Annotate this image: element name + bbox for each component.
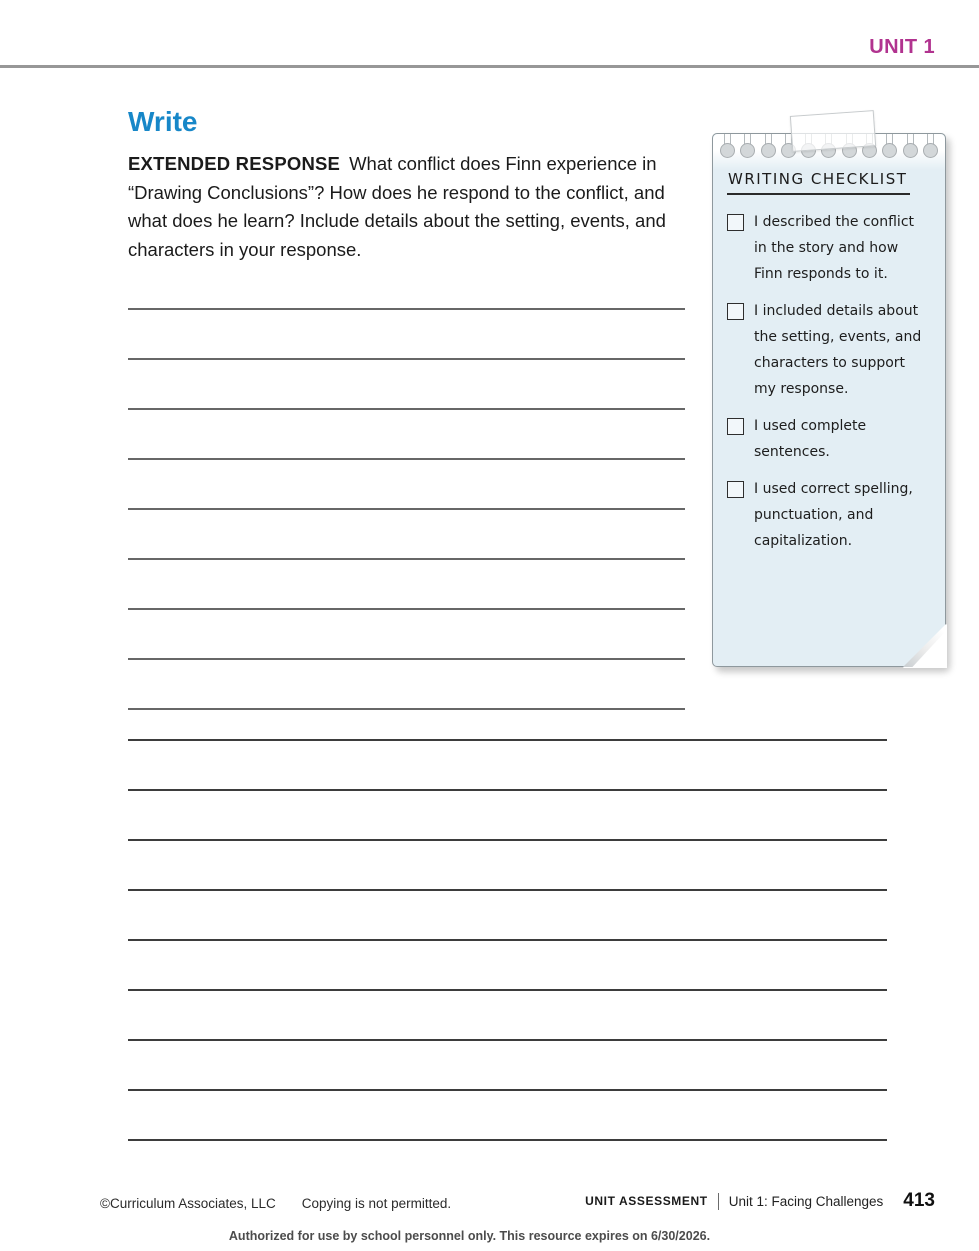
- punch-hole-icon: [720, 135, 735, 161]
- response-line[interactable]: [128, 891, 887, 941]
- checkbox-icon[interactable]: [727, 481, 744, 498]
- response-line[interactable]: [128, 841, 887, 891]
- response-line[interactable]: [128, 410, 685, 460]
- checklist-item-text: I used correct spelling, punctuation, and capitalization.: [754, 481, 913, 549]
- permission-text: Copying is not permitted.: [301, 1196, 452, 1211]
- footer-divider: [718, 1193, 719, 1210]
- response-line[interactable]: [128, 610, 685, 660]
- footer-right: [585, 1190, 935, 1212]
- response-line[interactable]: [128, 1091, 887, 1141]
- prompt-text: [128, 150, 703, 264]
- copyright-text: ©Curriculum Associates, LLC: [100, 1196, 276, 1211]
- response-line[interactable]: [128, 1041, 887, 1091]
- response-line[interactable]: [128, 791, 887, 841]
- punch-hole-icon: [903, 135, 918, 161]
- response-line[interactable]: [128, 560, 685, 610]
- response-line[interactable]: [128, 691, 887, 741]
- checkbox-icon[interactable]: [727, 418, 744, 435]
- page-title: Write: [128, 106, 198, 137]
- punch-hole-icon: [923, 135, 938, 161]
- checklist-item-text: I used complete sentences.: [754, 418, 867, 460]
- assessment-label: UNIT ASSESSMENT: [585, 1194, 708, 1208]
- tape-icon: [790, 110, 876, 152]
- checklist-item-text: I included details about the setting, events, and characters to support my response.: [754, 303, 922, 397]
- response-line[interactable]: [128, 991, 887, 1041]
- checkbox-icon[interactable]: [727, 214, 744, 231]
- punch-hole-icon: [761, 135, 776, 161]
- punch-hole-icon: [882, 135, 897, 161]
- checkbox-icon[interactable]: [727, 303, 744, 320]
- prompt-label: EXTENDED RESPONSE: [128, 153, 341, 174]
- checklist-item: [727, 476, 933, 554]
- authorization-notice: Authorized for use by school personnel only. This resource expires on 6/30/2026.: [228, 1229, 711, 1243]
- checklist-item-text: I described the conflict in the story and how Finn responds to it.: [754, 214, 915, 282]
- response-line[interactable]: [128, 741, 887, 791]
- short-lines: [128, 260, 685, 710]
- response-line[interactable]: [128, 310, 685, 360]
- checklist-title: WRITING CHECKLIST: [727, 170, 910, 195]
- response-line[interactable]: [128, 510, 685, 560]
- response-line[interactable]: [128, 460, 685, 510]
- response-line[interactable]: [128, 941, 887, 991]
- checklist-item: [727, 298, 933, 402]
- full-lines: [128, 691, 887, 1141]
- checklist-body: [713, 167, 945, 666]
- response-line[interactable]: [128, 260, 685, 310]
- response-line[interactable]: [128, 360, 685, 410]
- footer-left: [100, 1196, 451, 1211]
- punch-hole-icon: [740, 135, 755, 161]
- page-number: 413: [903, 1190, 935, 1211]
- checklist-item: [727, 413, 933, 465]
- prompt-body: What conflict does Finn experience in “Drawing Conclusions”? How does he respond to the conflict, and what does he learn? Include details about the setting, events, and characters in your response.: [128, 153, 666, 260]
- unit-label: UNIT 1: [869, 36, 935, 58]
- writing-checklist-pad: [712, 133, 946, 667]
- header-rule: [0, 65, 979, 68]
- checklist-item: [727, 209, 933, 287]
- unit-title: Unit 1: Facing Challenges: [728, 1193, 884, 1209]
